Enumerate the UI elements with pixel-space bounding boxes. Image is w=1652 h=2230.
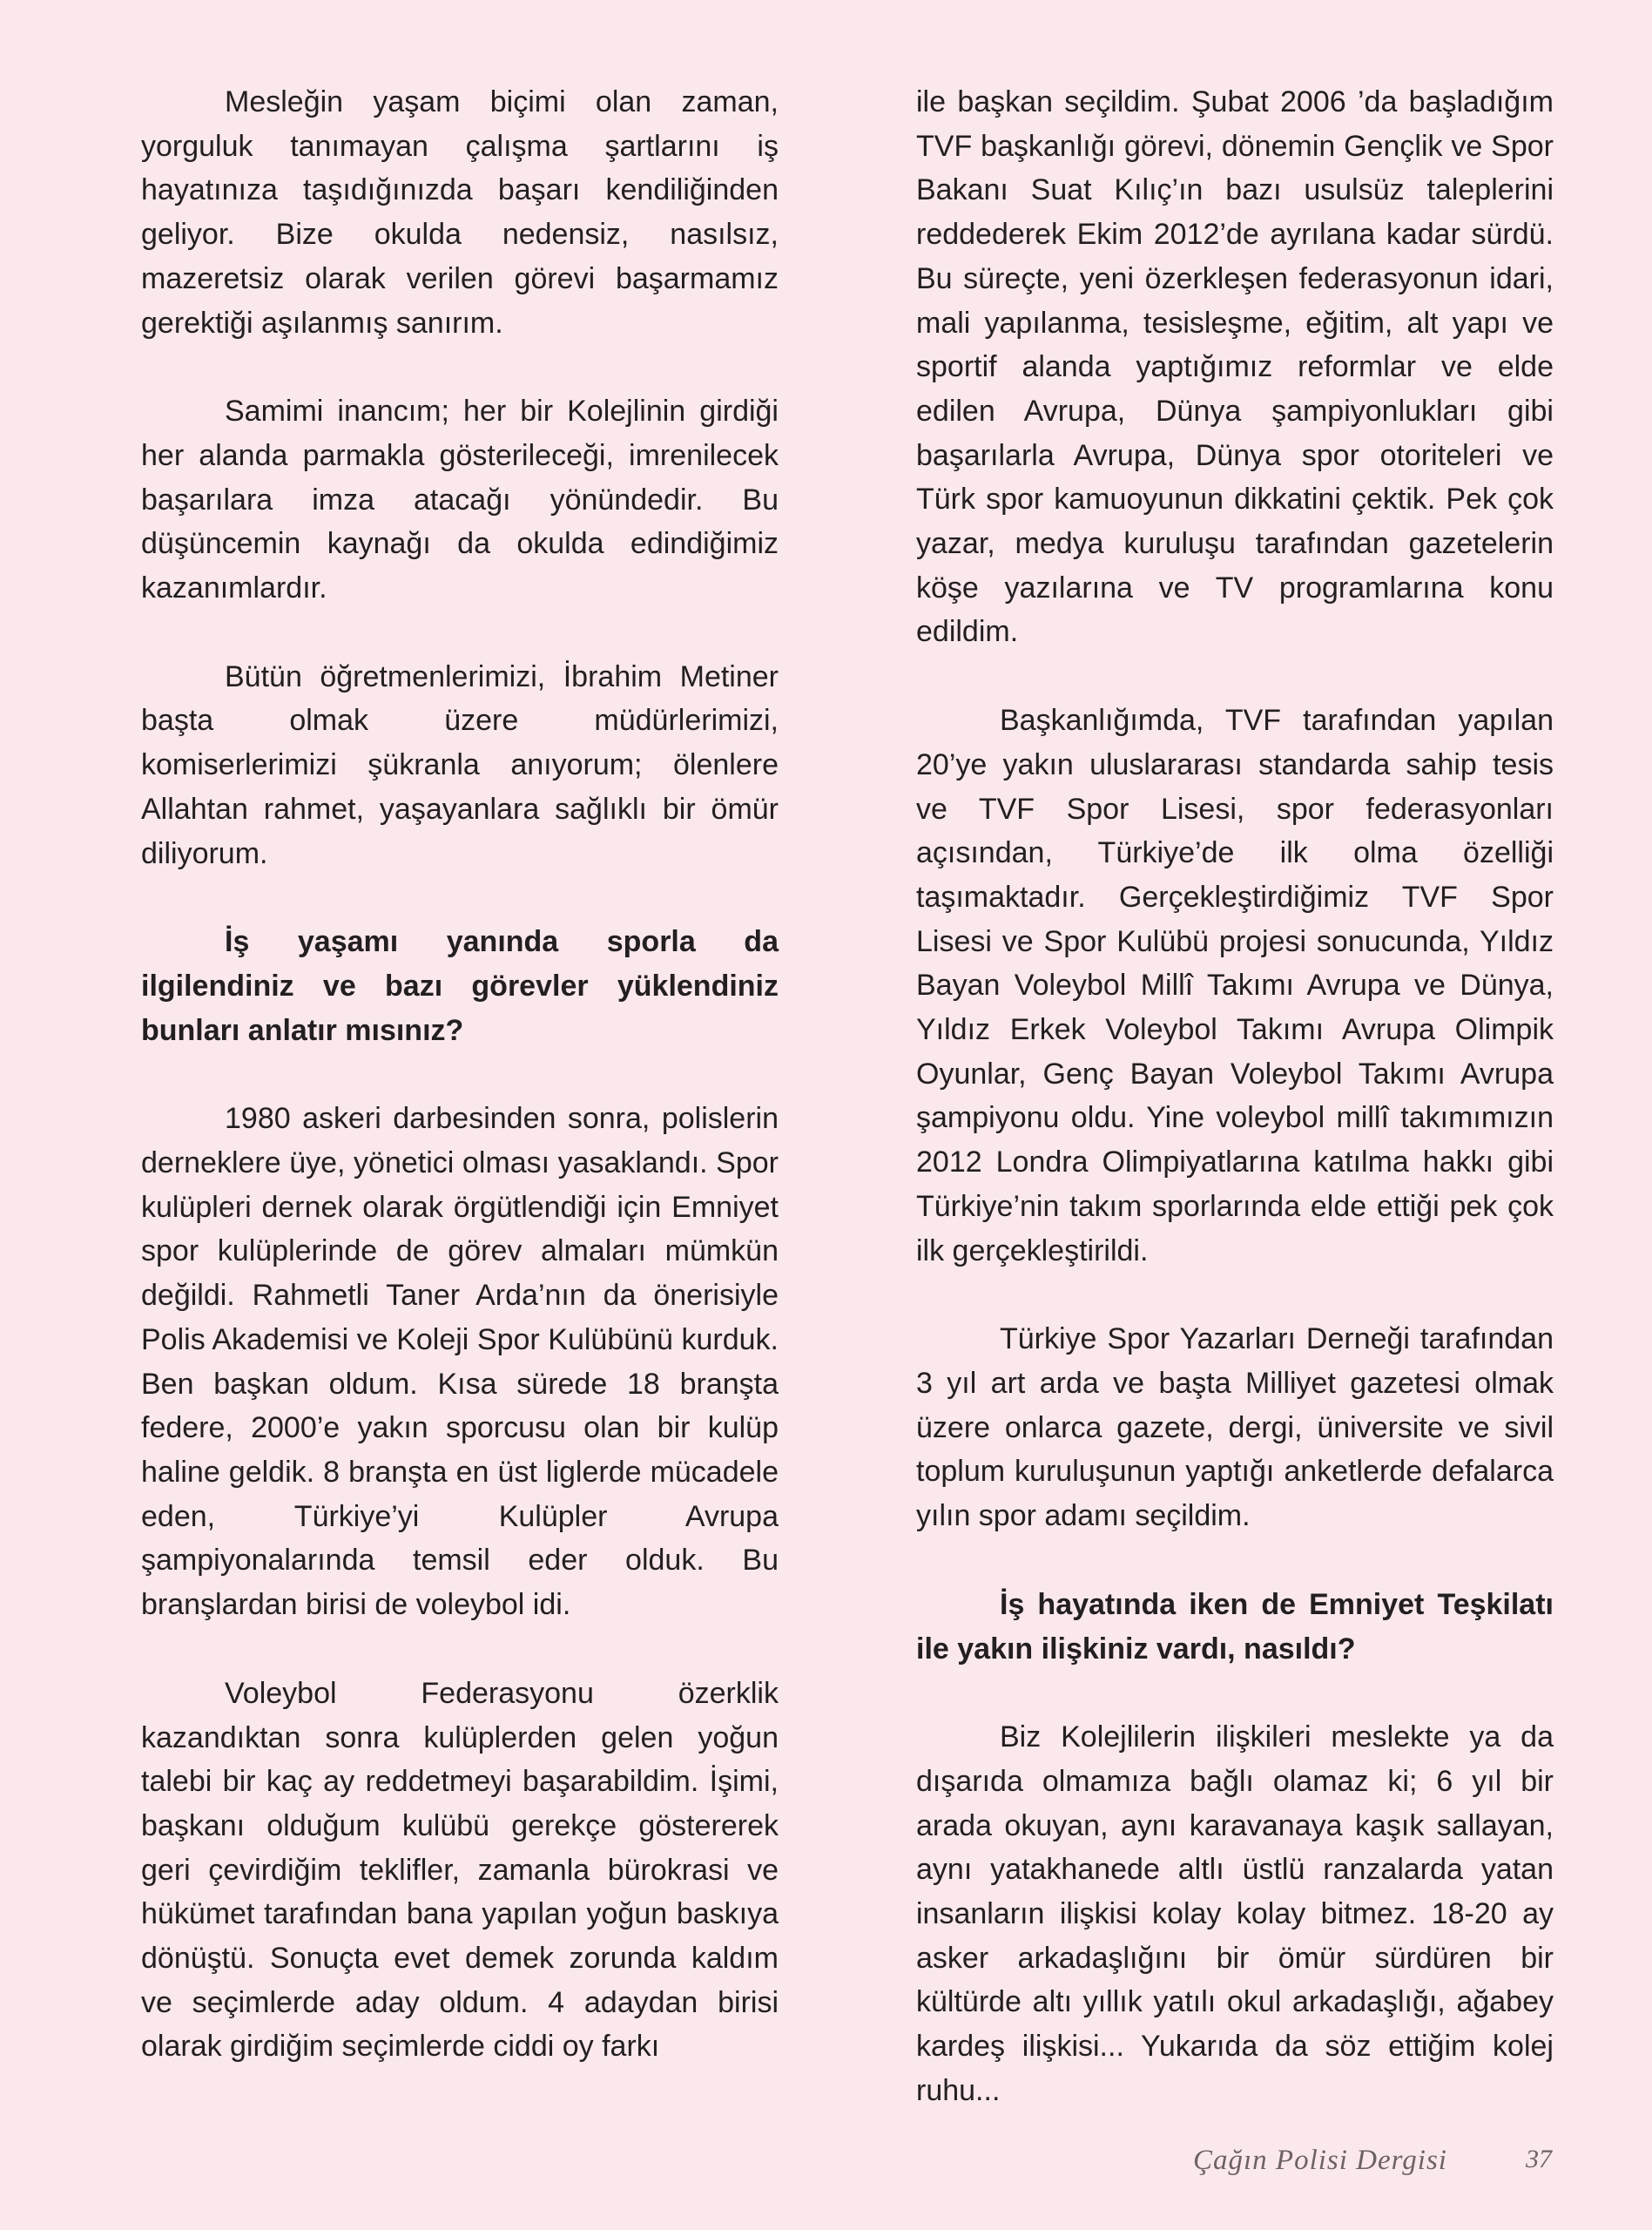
paragraph: 1980 askeri darbesinden sonra, polislerin derneklere üye, yönetici olması yasaklandı. Spor kulüpleri dernek olarak örgütlendiği için Emniyet spor kulüplerinde de görev almaları mümkün değildi. Rahmetli Taner Arda’nın da önerisiyle Polis Akademisi ve Koleji Spor Kulübünü kurduk. Ben başkan oldum. Kısa sürede 18 branşta federe, 2000’e yakın sporcusu olan bir kulüp haline geldik. 8 branşta en üst liglerde mücadele eden, Türkiye’yi Kulüpler Avrupa şampiyonalarında temsil eder olduk. Bu branşlardan birisi de voleybol idi. bbox=[141, 1102, 779, 1622]
paragraph: Bütün öğretmenlerimizi, İbrahim Metiner başta olmak üzere müdürlerimizi, komiserlerimizi şükranla anıyorum; ölenlere Allahtan rahmet, yaşayanlara sağlıklı bir ömür diliyorum. bbox=[141, 659, 779, 870]
interview-question: İş yaşamı yanında sporla da ilgilendiniz ve bazı görevler yüklendiniz bunları anlatır mısınız? bbox=[141, 925, 779, 1047]
paragraph: Başkanlığımda, TVF tarafından yapılan 20’ye yakın uluslararası standarda sahip tesis ve TVF Spor Lisesi, spor federasyonları açısından, Türkiye’de ilk olma özelliği taşımaktadır. Gerçekleştirdiğimiz TVF Spor Lisesi ve Spor Kulübü projesi sonucunda, Yıldız Bayan Voleybol Millî Takımı Avrupa ve Dünya, Yıldız Erkek Voleybol Takımı Avrupa Olimpik Oyunlar, Genç Bayan Voleybol Takımı Avrupa şampiyonu oldu. Yine voleybol millî takımımızın 2012 Londra Olimpiyatlarına katılma hakkı gibi Türkiye’nin takım sporlarında elde ettiği pek çok ilk gerçekleştirildi. bbox=[916, 704, 1554, 1267]
paragraph: Biz Kolejlilerin ilişkileri meslekte ya da dışarıda olmamıza bağlı olamaz ki; 6 yıl bir arada okuyan, aynı karavanaya kaşık sallayan, aynı yatakhanede altlı üstlü ranzalarda yatan insanların ilişkisi kolay kolay bitmez. 18-20 ay asker arkadaşlığını bir ömür sürdüren bir kültürde altı yıllık yatılı okul arkadaşlığı, ağabey kardeş ilişkisi... Yukarıda da söz ettiğim kolej ruhu... bbox=[916, 1720, 1554, 2107]
left-column bbox=[141, 80, 779, 2113]
paragraph: Mesleğin yaşam biçimi olan zaman, yorguluk tanımayan çalışma şartlarını iş hayatınıza taşıdığınızda başarı kendiliğinden geliyor. Bize okulda nedensiz, nasılsız, mazeretsiz olarak verilen görevi başarmamız gerektiği aşılanmış sanırım. bbox=[141, 85, 779, 340]
magazine-title: Çağın Polisi Dergisi bbox=[1193, 2145, 1447, 2176]
page-number: 37 bbox=[1526, 2145, 1552, 2173]
paragraph: Türkiye Spor Yazarları Derneği tarafından 3 yıl art arda ve başta Milliyet gazetesi olmak üzere onlarca gazete, dergi, üniversite ve sivil toplum kuruluşunun yaptığı anketlerde defalarca yılın spor adamı seçildim. bbox=[916, 1322, 1554, 1533]
interview-question: İş hayatında iken de Emniyet Teşkilatı ile yakın ilişkiniz vardı, nasıldı? bbox=[916, 1587, 1554, 1666]
paragraph: Samimi inancım; her bir Kolejlinin girdiği her alanda parmakla gösterileceği, imrenilecek başarılara imza atacağı yönündedir. Bu düşüncemin kaynağı da okulda edindiğimiz kazanımlardır. bbox=[141, 395, 779, 605]
page-footer bbox=[1193, 2145, 1557, 2188]
paragraph: ile başkan seçildim. Şubat 2006 ’da başladığım TVF başkanlığı görevi, dönemin Gençlik ve Spor Bakanı Suat Kılıç’ın bazı usulsüz taleplerini reddederek Ekim 2012’de ayrılana kadar sürdü. Bu süreçte, yeni özerkleşen federasyonun idari, mali yapılanma, tesisleşme, eğitim, alt yapı ve sportif alanda yaptığımız reformlar ve elde edilen Avrupa, Dünya şampiyonlukları gibi başarılarla Avrupa, Dünya spor otoriteleri ve Türk spor kamuoyunun dikkatini çektik. Pek çok yazar, medya kuruluşu tarafından gazetelerin köşe yazılarına ve TV programlarına konu edildim. bbox=[916, 85, 1554, 649]
right-column bbox=[916, 80, 1554, 2158]
paragraph: Voleybol Federasyonu özerklik kazandıktan sonra kulüplerden gelen yoğun talebi bir kaç ay reddetmeyi başarabildim. İşimi, başkanı olduğum kulübü gerekçe göstererek geri çevirdiğim teklifler, zamanla bürokrasi ve hükümet tarafından bana yapılan yoğun baskıya dönüştü. Sonuçta evet demek zorunda kaldım ve seçimlerde aday oldum. 4 adaydan birisi olarak girdiğim seçimlerde ciddi oy farkı bbox=[141, 1676, 779, 2064]
